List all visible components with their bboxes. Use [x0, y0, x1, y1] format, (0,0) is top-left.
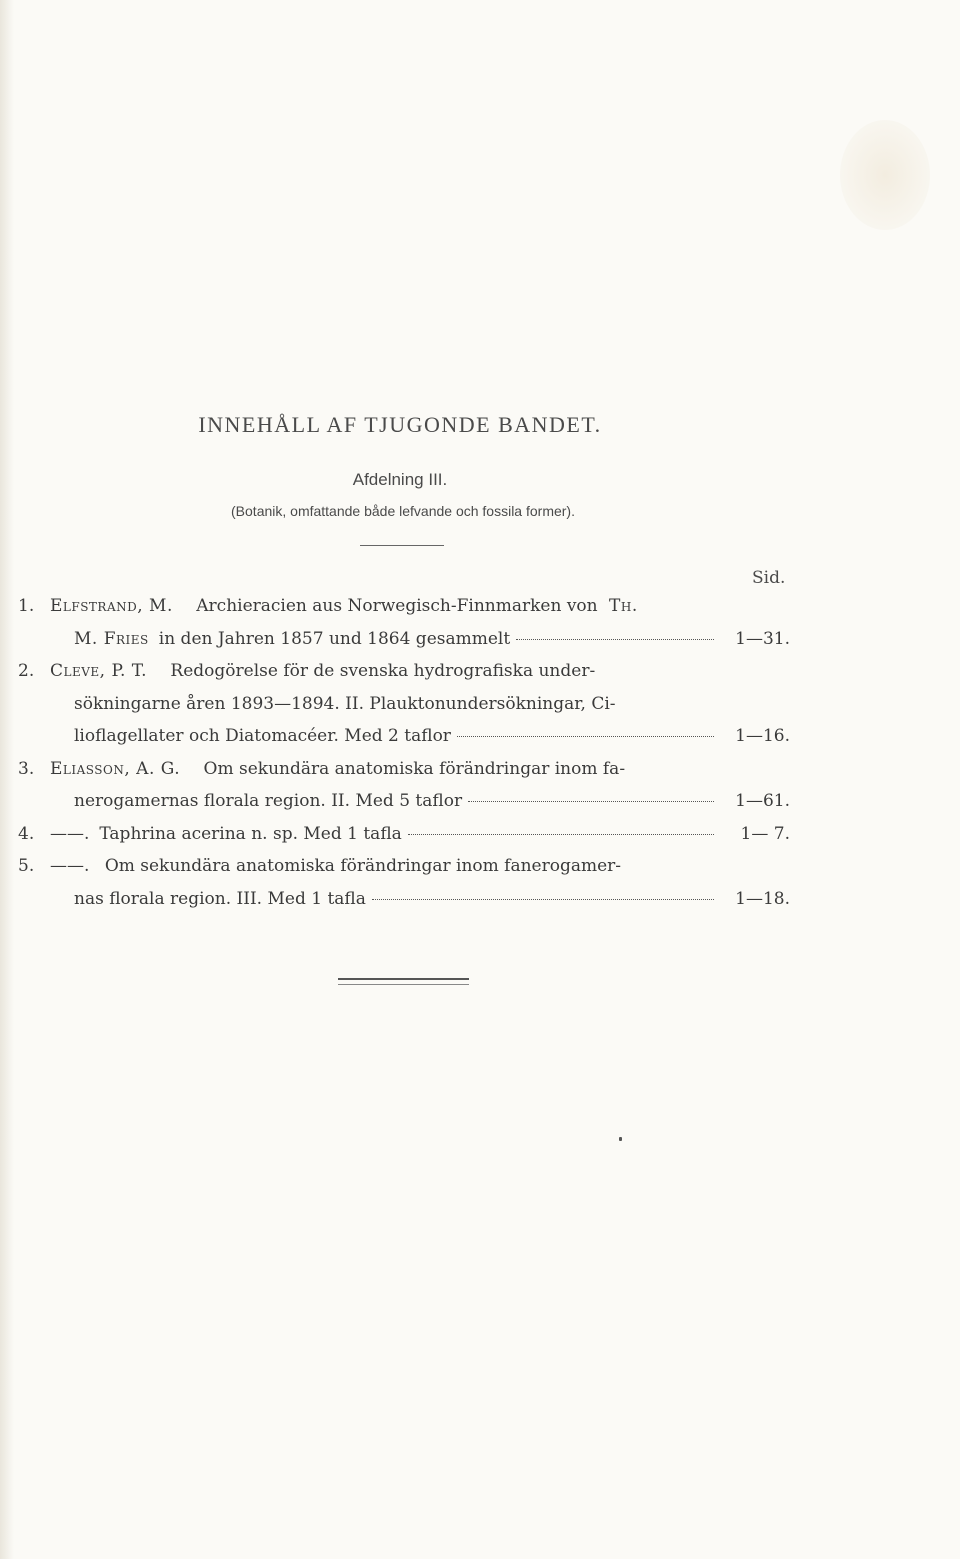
dot-leader [457, 736, 714, 737]
entry-number: 3. [18, 758, 35, 779]
entry-number: 4. [18, 823, 35, 844]
toc-entry-4-line-1 [18, 818, 790, 851]
entry-author: Elfstrand, M. [50, 596, 173, 616]
paper-stain [840, 120, 930, 230]
entry-pages: 1—31. [735, 628, 790, 649]
entry-pages: 1—61. [735, 791, 790, 811]
entry-title-line: nerogamernas florala region. II. Med 5 taflor [74, 791, 463, 811]
page-column-header: Sid. [752, 568, 786, 588]
entry-title-line: Taphrina acerina n. sp. Med 1 tafla [99, 823, 402, 844]
entry-title-line: Om sekundära anatomiska förändringar inom fa- [203, 758, 626, 779]
toc-entry-5-line-2 [18, 883, 790, 916]
closing-rule [338, 978, 469, 980]
dot-leader [468, 801, 714, 802]
toc-entry-3-line-2 [18, 785, 790, 818]
toc-entry-3-line-1 [18, 753, 790, 786]
entry-author-ditto: ——. [50, 856, 90, 876]
dot-leader [372, 899, 714, 900]
page-spine-shadow [0, 0, 14, 1559]
entry-collector: M. Fries [74, 628, 149, 649]
entry-title-line: Om sekundära anatomiska förändringar inom fanerogamer- [104, 856, 622, 876]
dot-leader [408, 834, 714, 835]
entry-author: Eliasson, A. G. [50, 758, 181, 779]
dot-leader [516, 639, 714, 640]
toc-entry-1-line-2 [18, 623, 790, 656]
entry-pages: 1—18. [735, 888, 790, 909]
toc-entry-2-line-1 [18, 655, 790, 688]
entry-pages: 1— 7. [740, 823, 790, 844]
entry-title-line: nas florala region. III. Med 1 tafla [74, 888, 366, 909]
entry-number: 1. [18, 596, 35, 616]
closing-rule-thin [338, 984, 469, 985]
entry-author: Cleve, P. T. [50, 661, 148, 681]
entry-number: 2. [18, 661, 35, 681]
entry-title-line: sökningarne åren 1893—1894. II. Plauktonundersökningar, Ci- [74, 693, 616, 714]
table-of-contents [18, 590, 790, 915]
toc-entry-2-line-2 [18, 688, 790, 721]
toc-entry-5-line-1 [18, 850, 790, 883]
entry-title-line: Redogörelse för de svenska hydrografiska under- [170, 661, 596, 681]
entry-author-suffix: Th. [609, 596, 638, 616]
page-title: INNEHÅLL AF TJUGONDE BANDET. [198, 412, 602, 437]
divider [360, 545, 444, 546]
entry-title-line: lioflagellater och Diatomacéer. Med 2 taflor [74, 726, 451, 746]
toc-entry-1-line-1 [18, 590, 790, 623]
section-subtitle: (Botanik, omfattande både lefvande och fossila former). [231, 503, 575, 519]
ink-speck [619, 1137, 622, 1141]
entry-pages: 1—16. [735, 726, 790, 746]
toc-entry-2-line-3 [18, 720, 790, 753]
entry-title-line: in den Jahren 1857 und 1864 gesammelt [158, 628, 511, 649]
entry-author-ditto: ——. [50, 823, 90, 844]
entry-number: 5. [18, 856, 35, 876]
entry-title-line: Archieracien aus Norwegisch-Finnmarken von [196, 596, 598, 616]
section-heading: Afdelning III. [352, 470, 448, 489]
